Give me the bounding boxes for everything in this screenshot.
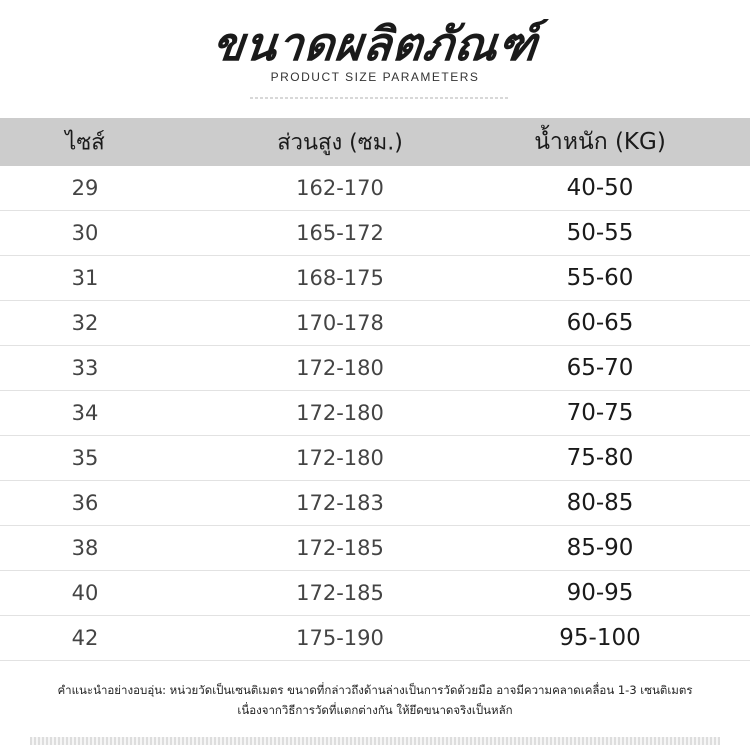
table-row — [0, 346, 750, 391]
weight-cell: 60-65 — [566, 310, 634, 336]
weight-cell: 80-85 — [566, 490, 634, 516]
size-cell: 35 — [71, 446, 99, 470]
size-cell: 40 — [71, 581, 99, 605]
size-cell: 38 — [71, 536, 99, 560]
table-header — [0, 118, 750, 166]
table-row — [0, 436, 750, 481]
height-cell: 172-185 — [296, 581, 384, 605]
size-cell: 36 — [71, 491, 99, 515]
note-line-1: คำแนะนำอย่างอบอุ่น: หน่วยวัดเป็นเซนติเมตร ขนาดที่กล่าวถึงด้านล่างเป็นการวัดด้วยมือ อาจมีความคลาดเคลื่อน 1-3 เซนติเมตร — [57, 683, 693, 697]
header-weight: น้ำหนัก (KG) — [534, 129, 666, 155]
size-cell: 30 — [71, 221, 99, 245]
size-cell: 32 — [71, 311, 99, 335]
table-row — [0, 211, 750, 256]
size-cell: 42 — [71, 626, 99, 650]
note-line-2: เนื่องจากวิธีการวัดที่แตกต่างกัน ให้ยึดขนาดจริงเป็นหลัก — [237, 703, 513, 717]
height-cell: 168-175 — [296, 266, 384, 290]
table-row — [0, 301, 750, 346]
height-cell: 172-185 — [296, 536, 384, 560]
height-cell: 162-170 — [296, 176, 384, 200]
page-title: ขนาดผลิตภัณฑ์ — [209, 17, 541, 71]
table-row — [0, 391, 750, 436]
size-cell: 29 — [71, 176, 99, 200]
table-row — [0, 256, 750, 301]
height-cell: 172-183 — [296, 491, 384, 515]
table-row — [0, 526, 750, 571]
page-subtitle: PRODUCT SIZE PARAMETERS — [270, 70, 480, 84]
weight-cell: 40-50 — [566, 175, 634, 201]
weight-cell: 50-55 — [566, 220, 634, 246]
height-cell: 172-180 — [296, 356, 384, 380]
table-row — [0, 481, 750, 526]
decorative-bottom-band — [30, 737, 720, 745]
table-row — [0, 166, 750, 211]
decorative-divider — [250, 97, 510, 99]
size-cell: 34 — [71, 401, 99, 425]
measurement-note — [0, 680, 750, 720]
weight-cell: 55-60 — [566, 265, 634, 291]
size-cell: 33 — [71, 356, 99, 380]
size-cell: 31 — [71, 266, 99, 290]
table-row — [0, 571, 750, 616]
height-cell: 172-180 — [296, 401, 384, 425]
weight-cell: 65-70 — [566, 355, 634, 381]
weight-cell: 90-95 — [566, 580, 634, 606]
height-cell: 175-190 — [296, 626, 384, 650]
table-row — [0, 616, 750, 661]
weight-cell: 70-75 — [566, 400, 634, 426]
header-height: ส่วนสูง (ซม.) — [277, 130, 403, 156]
size-table — [0, 118, 750, 661]
height-cell: 165-172 — [296, 221, 384, 245]
height-cell: 170-178 — [296, 311, 384, 335]
weight-cell: 95-100 — [559, 625, 641, 651]
weight-cell: 85-90 — [566, 535, 634, 561]
weight-cell: 75-80 — [566, 445, 634, 471]
header-size: ไซส์ — [65, 130, 105, 156]
height-cell: 172-180 — [296, 446, 384, 470]
